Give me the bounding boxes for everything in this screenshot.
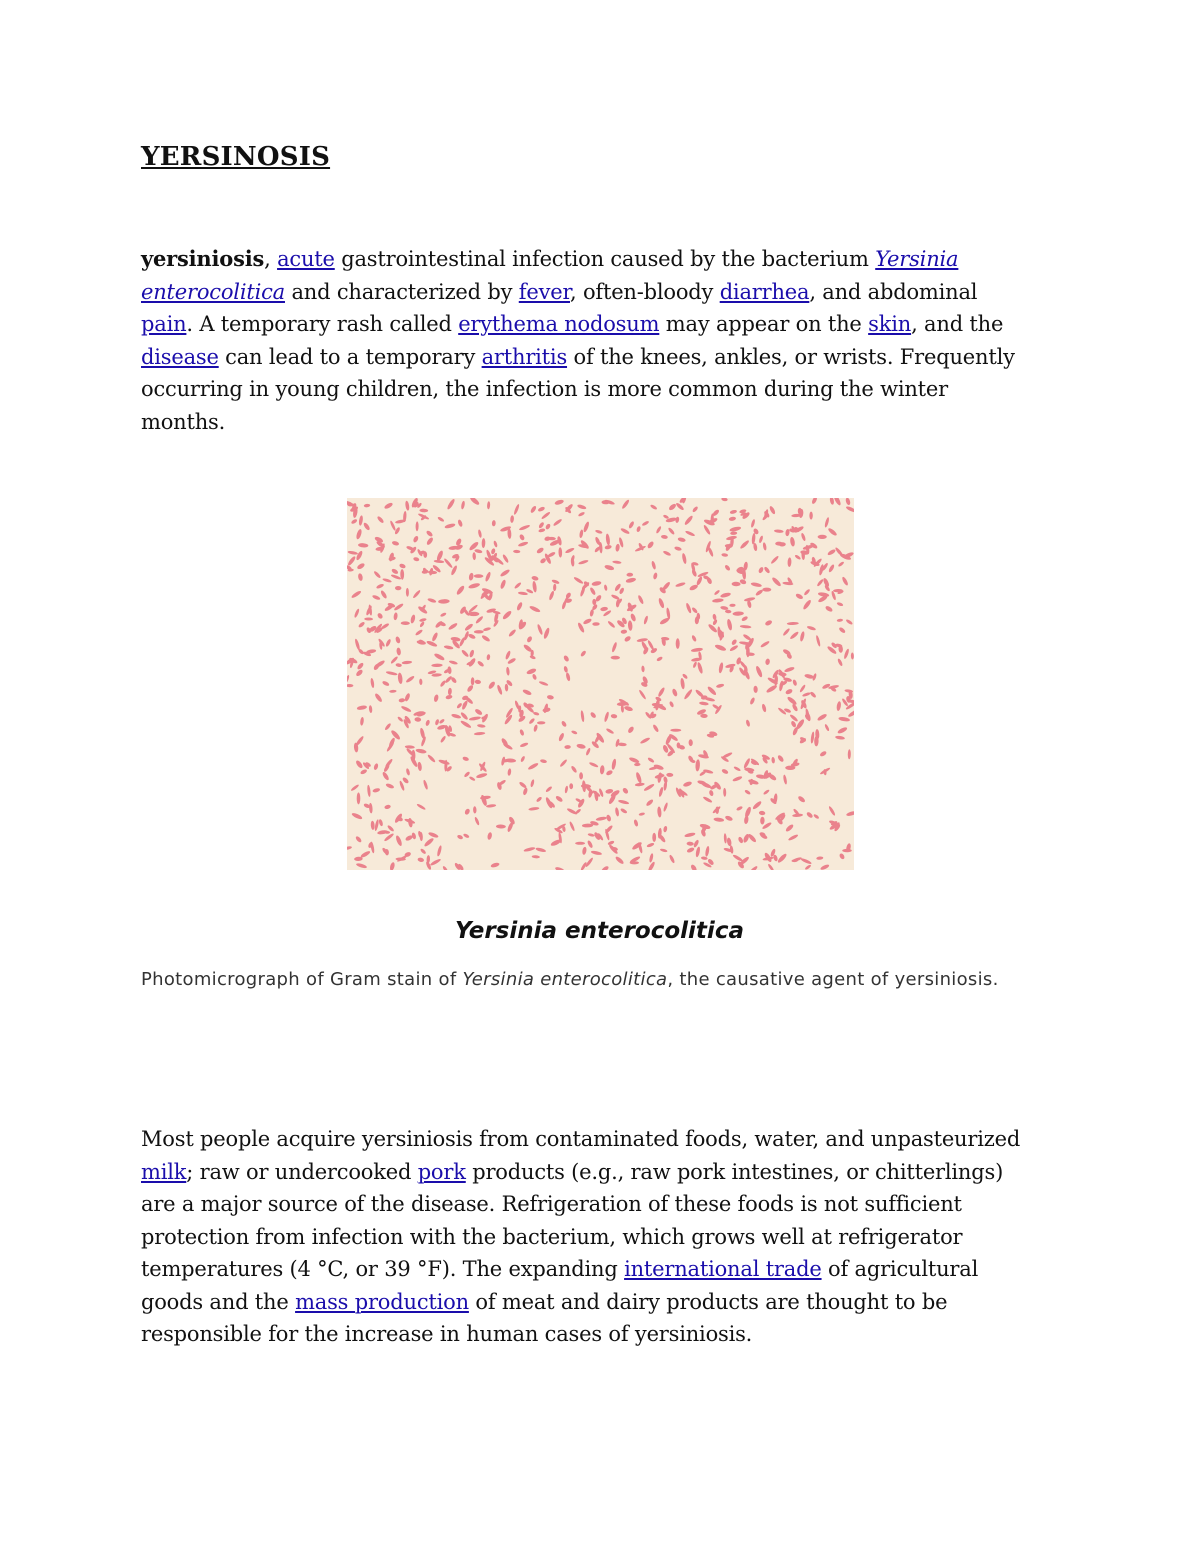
link-diarrhea[interactable]: diarrhea	[719, 279, 810, 304]
body-paragraph: Most people acquire yersiniosis from contaminated foods, water, and unpasteurized milk; raw or undercooked pork products (e.g., raw pork intestines, or chitterlings) are a major source of the disease. Refrigeration of these foods is not sufficient protection from infection with the bacterium, which grows well at refrigerator temperatures (4 °C, or 39 °F). The expanding international trade of agricultural goods and the mass production of meat and dairy products are thought to be responsible for the increase in human cases of yersiniosis.	[141, 1127, 1021, 1346]
micrograph-image	[347, 498, 854, 870]
link-arthritis[interactable]: arthritis	[481, 344, 568, 369]
link-yersinia-enterocolitica[interactable]: Yersinia enterocolitica	[141, 247, 959, 304]
link-acute[interactable]: acute	[277, 247, 335, 271]
term-yersiniosis: yersiniosis	[141, 246, 265, 271]
figure-title: Yersinia enterocolitica	[455, 918, 744, 944]
link-international-trade[interactable]: international trade	[624, 1257, 822, 1281]
gram-stain-photomicrograph	[347, 498, 854, 870]
link-erythema-nodosum[interactable]: erythema nodosum	[458, 312, 660, 336]
page-title: YERSINOSIS	[141, 142, 331, 172]
link-pain[interactable]: pain	[141, 312, 187, 336]
figure-caption: Photomicrograph of Gram stain of Yersinia enterocolitica, the causative agent of yersiniosis.	[141, 969, 999, 990]
intro-paragraph: yersiniosis, acute gastrointestinal infection caused by the bacterium Yersinia enterocolitica and characterized by fever, often-bloody diarrhea, and abdominal pain. A temporary rash called erythema nodosum may appear on the skin, and the disease can lead to a temporary arthritis of the knees, ankles, or wrists. Frequently occurring in young children, the infection is more common during the winter months.	[141, 246, 1015, 434]
link-milk[interactable]: milk	[141, 1159, 187, 1184]
link-skin[interactable]: skin	[868, 312, 912, 336]
link-disease[interactable]: disease	[141, 344, 219, 369]
link-pork[interactable]: pork	[417, 1159, 466, 1184]
link-fever[interactable]: fever	[518, 279, 570, 304]
link-mass-production[interactable]: mass production	[295, 1289, 469, 1314]
